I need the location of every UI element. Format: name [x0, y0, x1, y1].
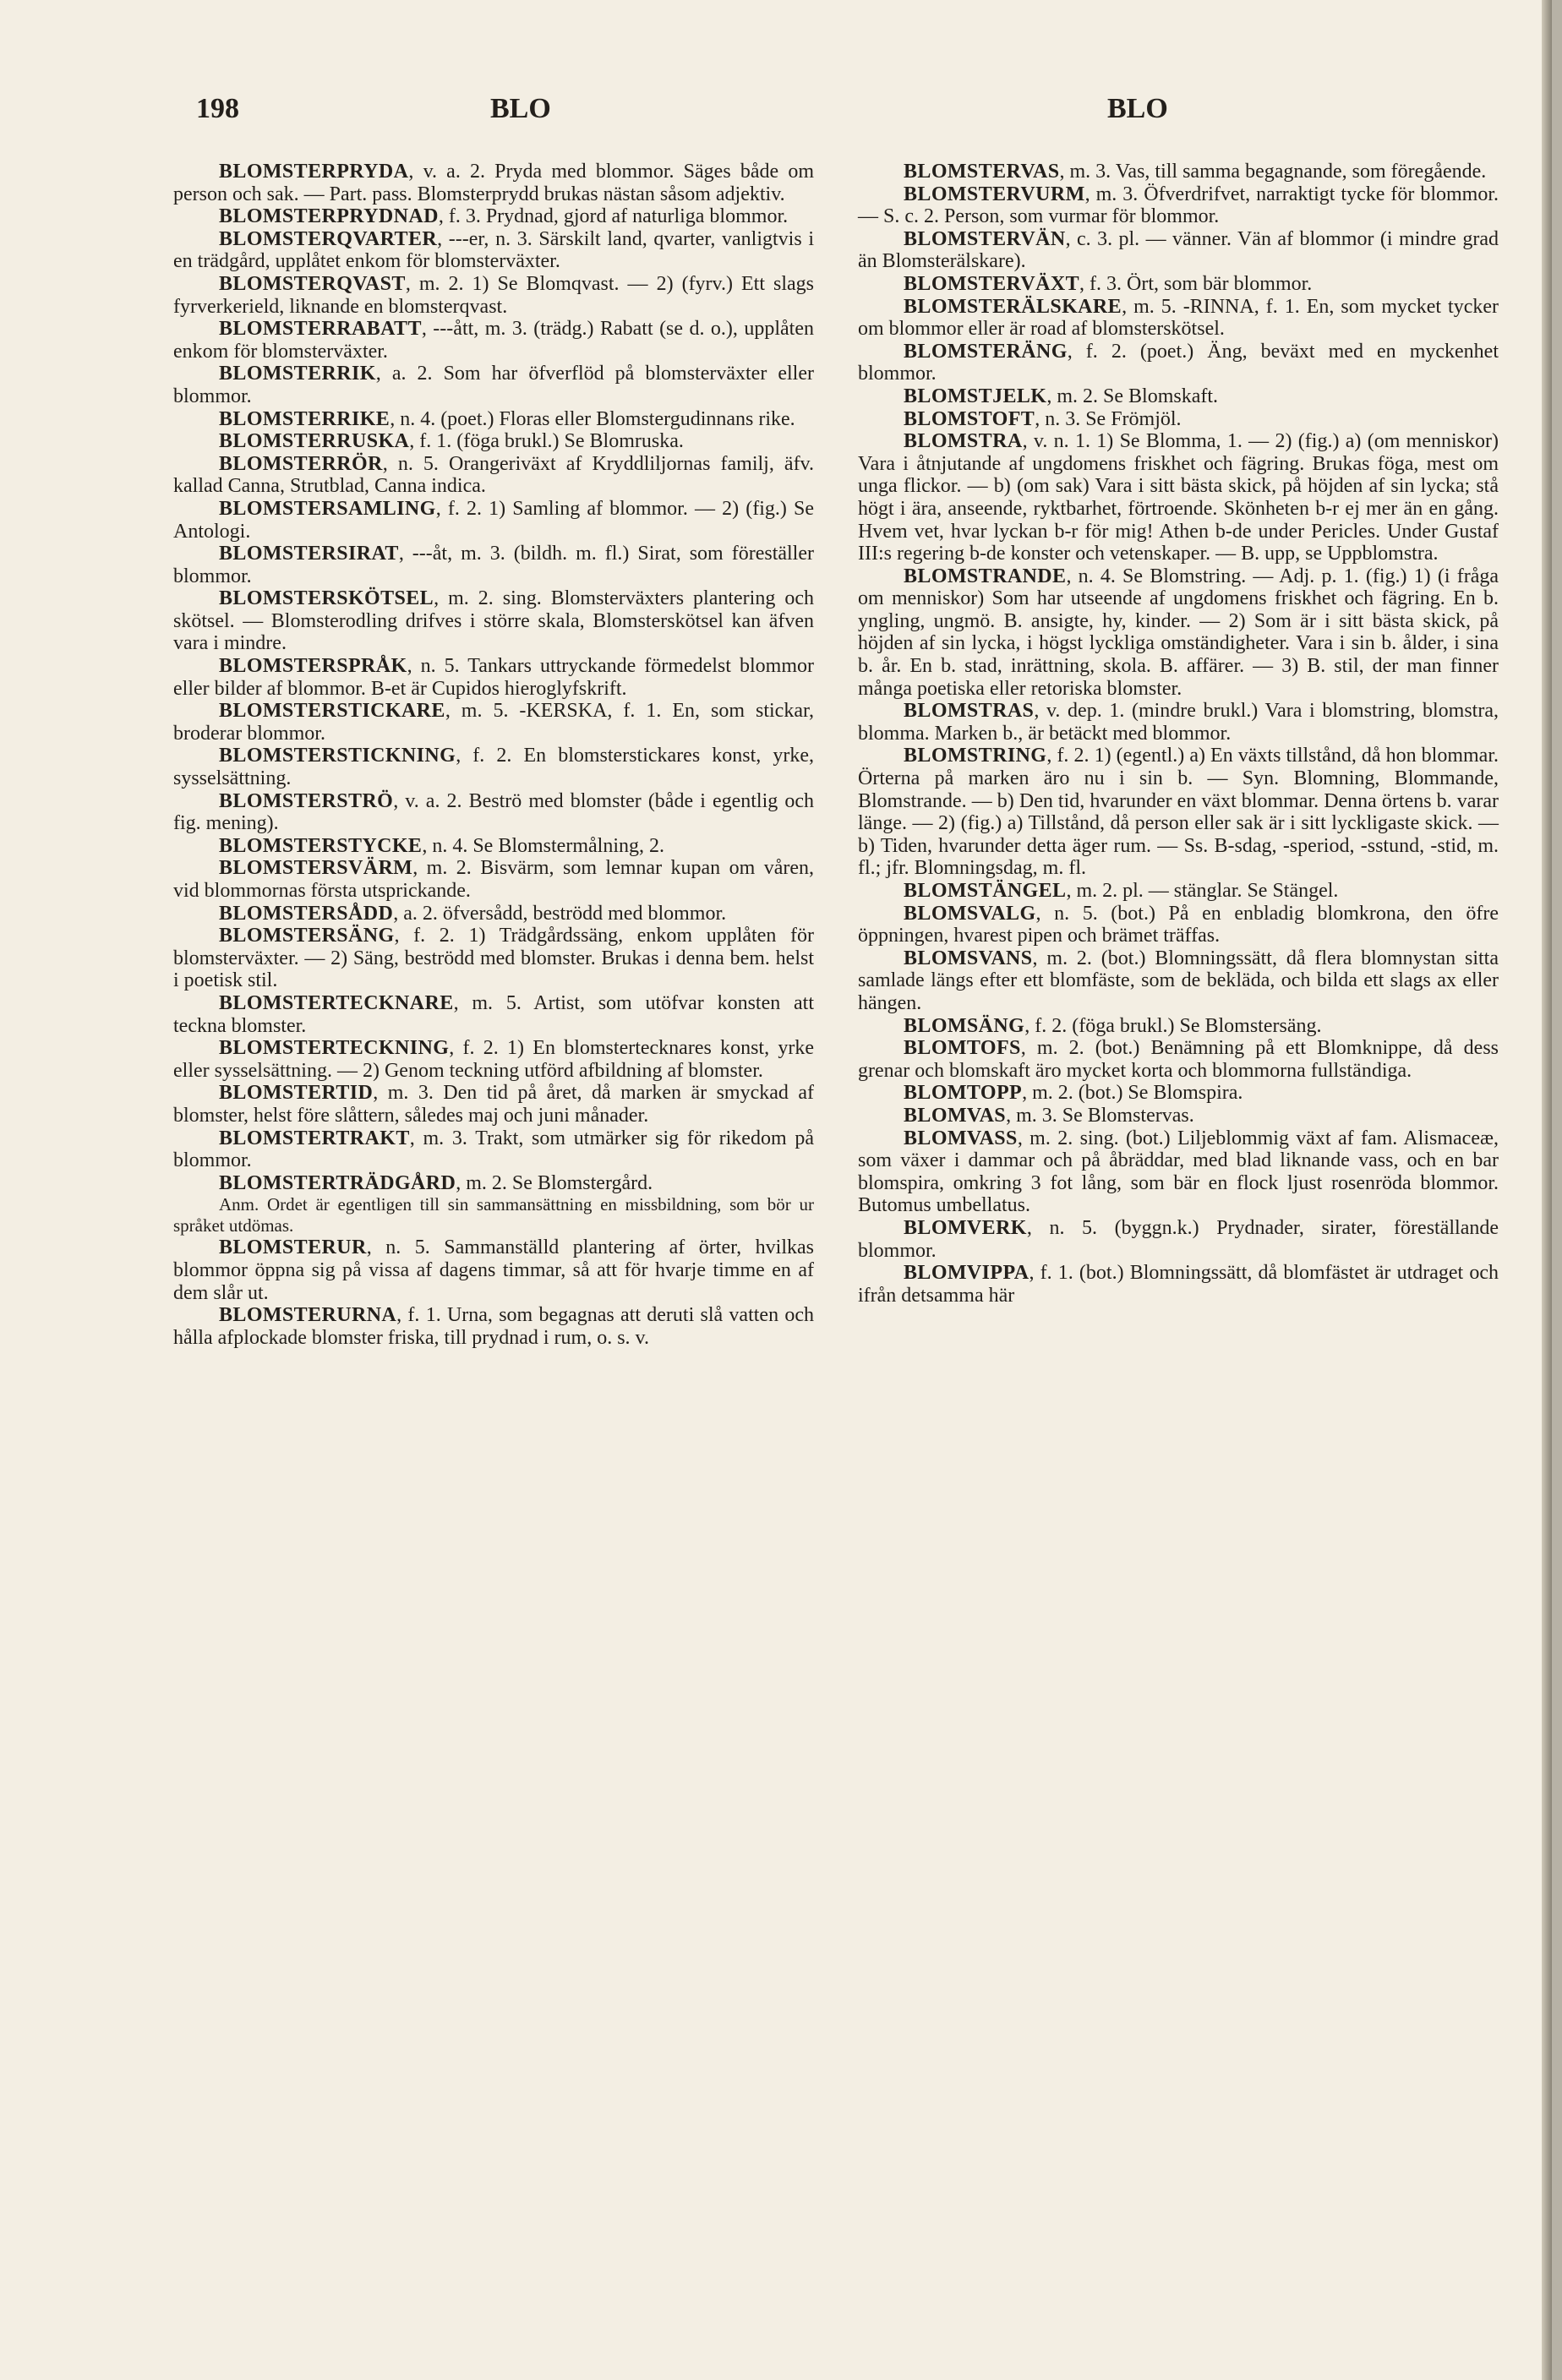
- dictionary-entry: [858, 1015, 1499, 1038]
- dictionary-entry: [173, 587, 814, 655]
- dictionary-entry: [173, 1037, 814, 1082]
- entry-headword: BLOMSTJELK: [904, 385, 1047, 407]
- entry-headword: BLOMSTERSVÄRM: [219, 857, 413, 880]
- entry-headword: BLOMVASS: [904, 1127, 1018, 1149]
- entry-headword: BLOMSTERTRÄDGÅRD: [219, 1171, 456, 1194]
- entry-headword: BLOMSTERÄNG: [904, 340, 1068, 363]
- entry-definition: , m. 5. Artist, som utöfvar konsten att teckna blomster.: [173, 991, 814, 1037]
- dictionary-entry: [858, 1037, 1499, 1082]
- entry-definition: , v. a. 2. Pryda med blommor. Säges både om person och sak. — Part. pass. Blomsterprydd brukas nästan såsom adjektiv.: [173, 161, 814, 205]
- entry-headword: BLOMSTERVÄXT: [904, 272, 1079, 295]
- entry-headword: BLOMSTERÄLSKARE: [904, 295, 1122, 318]
- dictionary-entry: [173, 700, 814, 745]
- entry-definition: , m. 2. pl. — stänglar. Se Stängel.: [1066, 880, 1339, 902]
- entry-definition: , m. 2. (bot.) Benämning på ett Blomknippe, då dess grenar och blomskaft äro mycket korta och blommorna fullständiga.: [858, 1037, 1499, 1082]
- dictionary-entry: [858, 385, 1499, 408]
- entry-headword: BLOMSTERSPRÅK: [219, 655, 407, 678]
- dictionary-entry: [173, 430, 814, 453]
- entry-definition: , m. 2. sing. (bot.) Liljeblommig växt af fam. Alismaceæ, som växer i dammar och på åbräddar, med blad liknande vass, och en bar blomspira, omkring 3 fot lång, som bär en flock ljust rosenröda blommor. Butomus umbellatus.: [858, 1127, 1499, 1217]
- entry-headword: BLOMSTERUR: [219, 1236, 367, 1259]
- dictionary-entry: [173, 543, 814, 587]
- dictionary-entry: [173, 835, 814, 858]
- dictionary-entry: [858, 1127, 1499, 1217]
- entry-headword: BLOMSTERSTRÖ: [219, 789, 394, 812]
- entry-definition: , m. 3. Den tid på året, då marken är smyckad af blomster, helst före slåttern, således maj och juni månader.: [173, 1082, 814, 1127]
- dictionary-entry: [173, 1127, 814, 1172]
- entry-headword: BLOMSTERPRYDA: [219, 161, 409, 183]
- entry-definition: , v. n. 1. 1) Se Blomma, 1. — 2) (fig.) a) (om menniskor) Vara i åtnjutande af ungdomens friskhet och fägring. Brukas föga, mest om unga flickor. — b) (om sak) Vara i sitt bästa skick, på höjden af sin lycka; stå högt i ära, anseende, ryktbarhet, förtroende. Skönheten b-r ej mer än en gång. Hvem vet, hvar lyckan b-r för mig! Athen b-de under Pericles. Under Gustaf III:s regering b-de konster och vetenskaper. — B. upp, se Uppblomstra.: [858, 430, 1499, 565]
- dictionary-entry: [858, 296, 1499, 341]
- dictionary-entry: [173, 1304, 814, 1349]
- entry-headword: BLOMSTERSTYCKE: [219, 834, 423, 857]
- entry-headword: BLOMSTERQVAST: [219, 272, 406, 295]
- entry-definition: , a. 2. öfversådd, beströdd med blommor.: [393, 902, 727, 925]
- entry-definition: , m. 2. (bot.) Blomningssätt, då flera blomnystan sitta samlade längs efter ett blomfäste, som de bekläda, och bilda ett slags ax eller hängen.: [858, 947, 1499, 1014]
- dictionary-entry: [173, 318, 814, 363]
- entry-headword: BLOMSVANS: [904, 947, 1033, 969]
- entry-headword: BLOMSTERSTICKARE: [219, 700, 445, 723]
- entry-definition: , f. 1. (föga brukl.) Se Blomruska.: [409, 430, 684, 453]
- entry-definition: , m. 3. Se Blomstervas.: [1006, 1104, 1194, 1127]
- entry-definition: , f. 1. Urna, som begagnas att deruti slå vatten och hålla afplockade blomster friska, till prydnad i rum, o. s. v.: [173, 1304, 814, 1349]
- entry-headword: BLOMVERK: [904, 1216, 1027, 1239]
- entry-definition: , m. 2. (bot.) Se Blomspira.: [1022, 1082, 1243, 1105]
- entry-headword: BLOMSTERSAMLING: [219, 497, 436, 520]
- dictionary-entry: [858, 947, 1499, 1015]
- entry-definition: , m. 5. -KERSKA, f. 1. En, som stickar, broderar blommor.: [173, 700, 814, 745]
- entry-definition: , m. 3. Trakt, som utmärker sig för rikedom på blommor.: [173, 1127, 814, 1172]
- dictionary-entry: [858, 880, 1499, 903]
- entry-headword: BLOMSTERRÖR: [219, 452, 383, 475]
- page-edge: [1542, 0, 1552, 2380]
- entry-definition: , m. 2. Se Blomstergård.: [456, 1171, 653, 1194]
- dictionary-entry: [173, 1172, 814, 1195]
- entry-definition: , m. 3. Vas, till samma begagnande, som föregående.: [1059, 161, 1487, 183]
- entry-definition: , n. 4. Se Blomstring. — Adj. p. 1. (fig.) 1) (i fråga om menniskor) Som har utseende af ungdomens friskhet och fägring. En b. yngling, ungmö. B. ansigte, hy, kinder. — 2) Som är i sitt bästa skick, på höjden af sin lycka, i högst lyckliga omständigheter. Vara i sin b. ålder, i sina b. år. En b. stad, inrättning, skola. B. affärer. — 3) B. stil, der man finner många poetiska eller retoriska blomster.: [858, 565, 1499, 700]
- entry-headword: BLOMVAS: [904, 1104, 1007, 1127]
- dictionary-entry: [173, 1082, 814, 1127]
- dictionary-entry: [858, 1262, 1499, 1307]
- dictionary-entry: [858, 408, 1499, 431]
- dictionary-entry: [173, 408, 814, 431]
- entry-headword: BLOMTOFS: [904, 1037, 1021, 1060]
- entry-definition: , c. 3. pl. — vänner. Vän af blommor (i mindre grad än Blomsterälskare).: [858, 227, 1499, 273]
- dictionary-entry: [173, 655, 814, 700]
- dictionary-entry: [173, 903, 814, 925]
- entry-headword: BLOMSTERRUSKA: [219, 430, 410, 453]
- dictionary-entry: [173, 992, 814, 1037]
- entry-headword: BLOMSTERTRAKT: [219, 1127, 410, 1149]
- dictionary-entry: [858, 903, 1499, 947]
- dictionary-entry: [858, 228, 1499, 273]
- right-column: [858, 161, 1499, 1307]
- dictionary-entry: [173, 1236, 814, 1304]
- dictionary-entry: [858, 1082, 1499, 1105]
- dictionary-entry: [858, 273, 1499, 296]
- dictionary-entry: [173, 205, 814, 228]
- dictionary-entry: [173, 925, 814, 992]
- dictionary-entry: [173, 498, 814, 543]
- entry-headword: BLOMSTRANDE: [904, 565, 1067, 587]
- entry-definition: , n. 3. Se Frömjöl.: [1035, 407, 1182, 430]
- usage-note: Anm. Ordet är egentligen till sin sammansättning en missbildning, som bör ur språket utdömas.: [173, 1194, 814, 1236]
- entry-headword: BLOMSTERVURM: [904, 183, 1085, 205]
- entry-headword: BLOMSTÄNGEL: [904, 880, 1067, 902]
- entry-definition: , f. 2. 1) (egentl.) a) En växts tillstånd, då hon blommar. Örterna på marken äro nu i sin b. — Syn. Blomning, Blommande, Blomstrande. — b) Den tid, hvarunder en växt blommar. Denna örtens b. varar länge. — 2) (fig.) a) Tillstånd, då person eller sak är i sitt lyckligaste skick. — b) Tiden, hvarunder detta äger rum. — Ss. B-sdag, -speriod, -sstund, -stid, m. fl.; jfr. Blomningsdag, m. fl.: [858, 745, 1499, 880]
- entry-definition: , f. 2. 1) Trädgårdssäng, enkom upplåten för blomsterväxter. — 2) Säng, beströdd med blomster. Brukas i denna bem. helst i poetisk stil.: [173, 925, 814, 992]
- entry-headword: BLOMSTERTID: [219, 1082, 374, 1105]
- dictionary-entry: [858, 1217, 1499, 1262]
- entry-definition: , ---åt, m. 3. (bildh. m. fl.) Sirat, som föreställer blommor.: [173, 543, 814, 587]
- dictionary-entry: [858, 183, 1499, 228]
- entry-headword: BLOMSTERSÄNG: [219, 925, 395, 947]
- entry-headword: BLOMSTERRIK: [219, 363, 376, 385]
- entry-headword: BLOMSTRAS: [904, 700, 1035, 723]
- entry-headword: BLOMSTERSIRAT: [219, 543, 399, 565]
- entry-headword: BLOMSTRA: [904, 430, 1023, 453]
- entry-definition: , m. 5. -RINNA, f. 1. En, som mycket tycker om blommor eller är road af blomsterskötsel.: [858, 295, 1499, 341]
- dictionary-entry: [858, 745, 1499, 880]
- entry-definition: , f. 2. 1) En blomstertecknares konst, yrke eller sysselsättning. — 2) Genom teckning utförd afbildning af blomster.: [173, 1037, 814, 1082]
- entry-headword: BLOMSTERPRYDNAD: [219, 205, 439, 228]
- entry-definition: , f. 2. (föga brukl.) Se Blomstersäng.: [1024, 1014, 1322, 1037]
- entry-definition: , v. a. 2. Beströ med blomster (både i egentlig och fig. mening).: [173, 789, 814, 835]
- entry-headword: BLOMSTERVAS: [904, 161, 1060, 183]
- dictionary-entry: [858, 341, 1499, 385]
- entry-headword: BLOMTOPP: [904, 1082, 1023, 1105]
- entry-definition: , m. 2. sing. Blomsterväxters plantering och skötsel. — Blomsterodling drifves i större skala, Blomsterskötsel kan äfven vara i mindre.: [173, 587, 814, 655]
- dictionary-entry: [173, 161, 814, 205]
- entry-definition: , f. 3. Prydnad, gjord af naturliga blommor.: [438, 205, 789, 228]
- dictionary-entry: [173, 453, 814, 498]
- dictionary-entry: [858, 430, 1499, 565]
- page-number: 198: [196, 93, 239, 124]
- entry-headword: BLOMSTERURNA: [219, 1304, 397, 1327]
- entry-definition: , f. 1. (bot.) Blomningssätt, då blomfästet är utdraget och ifrån detsamma här: [858, 1262, 1499, 1307]
- entry-definition: , ---ått, m. 3. (trädg.) Rabatt (se d. o.), upplåten enkom för blomsterväxter.: [173, 318, 814, 363]
- entry-headword: BLOMSTERTECKNING: [219, 1037, 450, 1060]
- dictionary-entry: [858, 700, 1499, 745]
- dictionary-entry: [173, 745, 814, 789]
- entry-definition: , f. 2. En blomsterstickares konst, yrke, sysselsättning.: [173, 745, 814, 790]
- entry-definition: , f. 3. Ört, som bär blommor.: [1079, 272, 1313, 295]
- entry-headword: BLOMSTERTECKNARE: [219, 991, 454, 1014]
- entry-definition: , f. 2. (poet.) Äng, beväxt med en myckenhet blommor.: [858, 340, 1499, 385]
- entry-headword: BLOMSTERVÄN: [904, 227, 1066, 250]
- entry-definition: , n. 5. Sammanställd plantering af örter, hvilkas blommor öppna sig på vissa af dagens timmar, så att för hvarje timme en af dem slår ut.: [173, 1236, 814, 1304]
- entry-headword: BLOMSTERQVARTER: [219, 227, 438, 250]
- guide-word-left: BLO: [490, 93, 551, 124]
- entry-headword: BLOMSTERSÅDD: [219, 902, 394, 925]
- entry-definition: , m. 3. Öfverdrifvet, narraktigt tycke för blommor. — S. c. 2. Person, som vurmar för blommor.: [858, 183, 1499, 228]
- entry-definition: , ---er, n. 3. Särskilt land, qvarter, vanligtvis i en trädgård, upplåtet enkom för blomsterväxter.: [173, 227, 814, 273]
- dictionary-entry: [858, 565, 1499, 701]
- entry-definition: , f. 2. 1) Samling af blommor. — 2) (fig.) Se Antologi.: [173, 497, 814, 543]
- entry-headword: BLOMSVALG: [904, 902, 1036, 925]
- entry-definition: , n. 5. Orangeriväxt af Kryddliljornas familj, äfv. kallad Canna, Strutblad, Canna indica.: [173, 452, 814, 498]
- dictionary-entry: [173, 273, 814, 318]
- entry-headword: BLOMSTRING: [904, 745, 1047, 767]
- entry-definition: , v. dep. 1. (mindre brukl.) Vara i blomstring, blomstra, blomma. Marken b., är betäckt med blommor.: [858, 700, 1499, 745]
- entry-headword: BLOMSTOFT: [904, 407, 1035, 430]
- entry-definition: , n. 5. (bot.) På en enbladig blomkrona, den öfre öppningen, hvarest pipen och brämet träffas.: [858, 902, 1499, 947]
- entry-headword: BLOMSTERRIKE: [219, 407, 390, 430]
- running-header: [0, 93, 1552, 135]
- entry-definition: , a. 2. Som har öfverflöd på blomsterväxter eller blommor.: [173, 363, 814, 407]
- dictionary-entry: [173, 857, 814, 902]
- entry-headword: BLOMSTERSKÖTSEL: [219, 587, 434, 610]
- entry-headword: BLOMSTERSTICKNING: [219, 745, 456, 767]
- entry-definition: , n. 5. (byggn.k.) Prydnader, sirater, föreställande blommor.: [858, 1216, 1499, 1262]
- entry-headword: BLOMVIPPA: [904, 1262, 1030, 1285]
- entry-definition: , n. 4. (poet.) Floras eller Blomstergudinnans rike.: [390, 407, 795, 430]
- dictionary-entry: [173, 228, 814, 273]
- dictionary-entry: [858, 1105, 1499, 1127]
- entry-definition: , m. 2. Bisvärm, som lemnar kupan om våren, vid blommornas första utsprickande.: [173, 857, 814, 902]
- left-column: [173, 161, 814, 1349]
- entry-headword: BLOMSTERRABATT: [219, 318, 422, 341]
- entry-definition: , m. 2. 1) Se Blomqvast. — 2) (fyrv.) Ett slags fyrverkerield, liknande en blomsterqvast.: [173, 272, 814, 318]
- dictionary-entry: [173, 790, 814, 835]
- entry-definition: , m. 2. Se Blomskaft.: [1046, 385, 1219, 407]
- entry-definition: , n. 5. Tankars uttryckande förmedelst blommor eller bilder af blommor. B-et är Cupidos hieroglyfskrift.: [173, 655, 814, 700]
- dictionary-entry: [173, 363, 814, 407]
- entry-headword: BLOMSÄNG: [904, 1014, 1025, 1037]
- entry-definition: , n. 4. Se Blomstermålning, 2.: [422, 834, 664, 857]
- guide-word-right: BLO: [1107, 93, 1168, 124]
- dictionary-entry: [858, 161, 1499, 183]
